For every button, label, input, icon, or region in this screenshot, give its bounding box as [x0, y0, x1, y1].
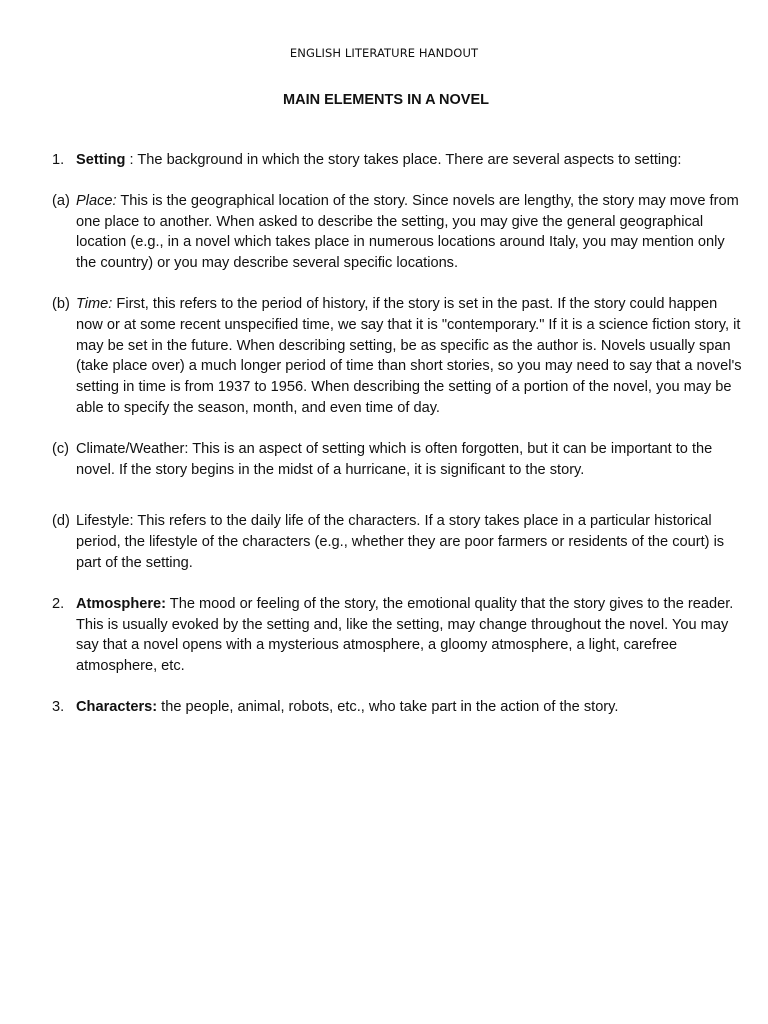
list-item-characters: [52, 697, 742, 718]
item-body: Lifestyle: This refers to the daily life of the characters. If a story takes place in a particular historical period, the lifestyle of the characters (e.g., whether they are poor farmers or residents of the court) is part of the setting.: [76, 513, 725, 571]
list-item-setting: [52, 150, 742, 171]
item-marker: (d): [52, 513, 70, 530]
page-title: MAIN ELEMENTS IN A NOVEL: [283, 92, 489, 108]
item-label: Setting: [76, 152, 126, 168]
item-marker: (b): [52, 295, 70, 312]
item-body: This is the geographical location of the story. Since novels are lengthy, the story may move from one place to another. When asked to describe the setting, you may give the general geographical location (e.g., in a novel which takes place in numerous locations around Italy, you may mention only the country) or you may describe several specific locations.: [76, 192, 739, 272]
item-label: Atmosphere:: [76, 595, 167, 612]
item-body: First, this refers to the period of history, if the story is set in the past. If the story could happen now or at some recent unspecified time, we say that it is "contemporary." If it is a science fiction story, it may be set in the future. When describing setting, be as specific as the author is. Novels usually span (take place over) a much longer period of time than short stories, so you may need to say that a novel's setting in time is from 1937 to 1956. When describing the setting of a portion of the novel, you may be able to specify the season, month, and even time of day.: [76, 295, 742, 416]
item-label: Characters:: [76, 698, 158, 715]
item-label: Place:: [76, 192, 117, 209]
item-marker: (a): [52, 192, 70, 209]
list-item-lifestyle: [52, 511, 742, 573]
handout-content: [52, 150, 742, 718]
item-marker: 3.: [52, 698, 65, 715]
item-label: Time:: [76, 295, 113, 312]
item-marker: 1.: [52, 152, 65, 168]
item-body: the people, animal, robots, etc., who take part in the action of the story.: [157, 698, 619, 715]
handout-header: ENGLISH LITERATURE HANDOUT: [289, 46, 479, 60]
list-item-place: [52, 191, 742, 274]
item-marker: 2.: [52, 595, 65, 612]
item-body: : The background in which the story takes place. There are several aspects to setting:: [125, 152, 682, 168]
item-marker: (c): [52, 440, 70, 457]
list-item-time: [52, 294, 742, 419]
list-item-atmosphere: [52, 594, 742, 677]
list-item-climate: [52, 439, 742, 481]
item-body: Climate/Weather: This is an aspect of setting which is often forgotten, but it can be important to the novel. If the story begins in the midst of a hurricane, it is significant to the story.: [76, 440, 713, 478]
item-body: The mood or feeling of the story, the emotional quality that the story gives to the reader. This is usually evoked by the setting and, like the setting, may change throughout the novel. You may say that a novel opens with a mysterious atmosphere, a gloomy atmosphere, a light, carefree atmosphere, etc.: [76, 595, 734, 675]
